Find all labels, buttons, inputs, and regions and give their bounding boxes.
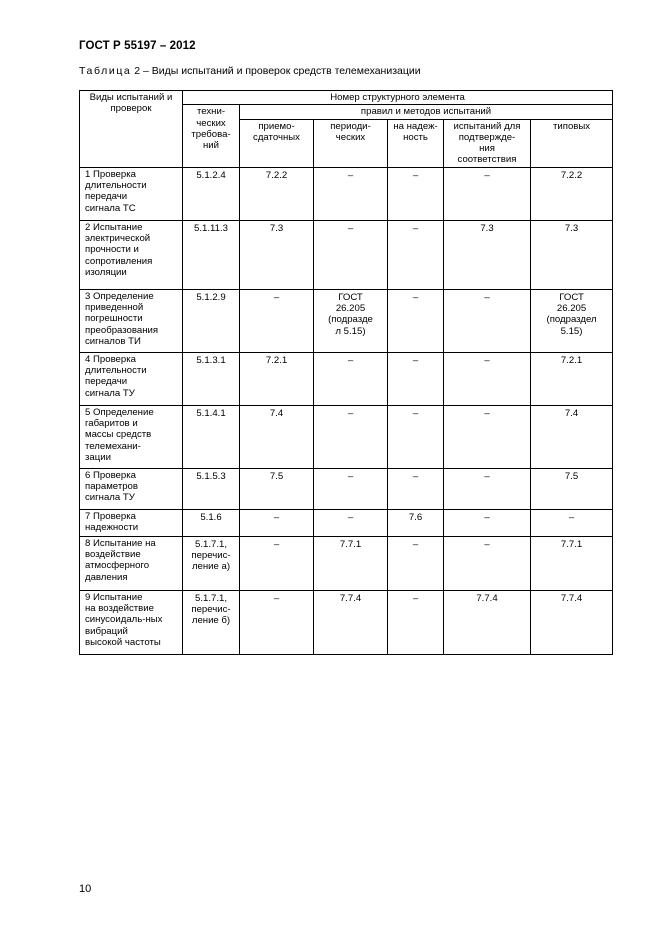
conformity-cell: –	[444, 509, 531, 536]
type-test-cell: 7.7.1	[531, 536, 613, 590]
periodic-cell: ГОСТ 26.205 (подразде л 5.15)	[314, 289, 388, 352]
periodic-cell: –	[314, 509, 388, 536]
type-test-cell: 7.7.4	[531, 590, 613, 654]
technical-requirement-cell: 5.1.2.9	[183, 289, 240, 352]
test-name-cell: 8 Испытание на воздействие атмосферного давления	[80, 536, 183, 590]
periodic-cell: –	[314, 405, 388, 468]
table-row	[80, 220, 613, 289]
type-test-cell: 7.4	[531, 405, 613, 468]
acceptance-cell: –	[240, 289, 314, 352]
table-row	[80, 590, 613, 654]
header-reliability: на надеж- ность	[388, 119, 444, 167]
header-type-tests: типовых	[531, 119, 613, 167]
conformity-cell: 7.7.4	[444, 590, 531, 654]
type-test-cell: 7.5	[531, 468, 613, 509]
conformity-cell: –	[444, 468, 531, 509]
type-test-cell: ГОСТ 26.205 (подраздел 5.15)	[531, 289, 613, 352]
acceptance-cell: –	[240, 536, 314, 590]
technical-requirement-cell: 5.1.7.1, перечис- ление а)	[183, 536, 240, 590]
table-caption	[79, 65, 421, 77]
conformity-cell: –	[444, 289, 531, 352]
reliability-cell: –	[388, 167, 444, 220]
page-number: 10	[79, 883, 92, 895]
periodic-cell: –	[314, 468, 388, 509]
technical-requirement-cell: 5.1.2.4	[183, 167, 240, 220]
type-test-cell: 7.2.2	[531, 167, 613, 220]
table-caption-text: 2 – Виды испытаний и проверок средств телемеханизации	[131, 65, 421, 77]
header-test-rules-methods: правил и методов испытаний	[240, 105, 613, 119]
type-test-cell: 7.2.1	[531, 352, 613, 405]
test-name-cell: 9 Испытание на воздействие синусоидаль-ных вибраций высокой частоты	[80, 590, 183, 654]
reliability-cell: –	[388, 352, 444, 405]
reliability-cell: –	[388, 468, 444, 509]
type-test-cell: –	[531, 509, 613, 536]
technical-requirement-cell: 5.1.7.1, перечис- ление б)	[183, 590, 240, 654]
acceptance-cell: –	[240, 509, 314, 536]
technical-requirement-cell: 5.1.3.1	[183, 352, 240, 405]
test-name-cell: 5 Определение габаритов и массы средств телемехани- зации	[80, 405, 183, 468]
reliability-cell: –	[388, 590, 444, 654]
reliability-cell: –	[388, 405, 444, 468]
tests-table	[79, 90, 613, 655]
reliability-cell: 7.6	[388, 509, 444, 536]
header-technical-requirements: техни- ческих требова- ний	[183, 105, 240, 167]
technical-requirement-cell: 5.1.6	[183, 509, 240, 536]
technical-requirement-cell: 5.1.5.3	[183, 468, 240, 509]
table-row	[80, 468, 613, 509]
acceptance-cell: 7.5	[240, 468, 314, 509]
periodic-cell: –	[314, 220, 388, 289]
header-acceptance: приемо- сдаточных	[240, 119, 314, 167]
table-row	[80, 405, 613, 468]
test-name-cell: 1 Проверка длительности передачи сигнала ТС	[80, 167, 183, 220]
table-row	[80, 509, 613, 536]
test-name-cell: 6 Проверка параметров сигнала ТУ	[80, 468, 183, 509]
table-row	[80, 352, 613, 405]
technical-requirement-cell: 5.1.4.1	[183, 405, 240, 468]
periodic-cell: –	[314, 167, 388, 220]
reliability-cell: –	[388, 536, 444, 590]
conformity-cell: 7.3	[444, 220, 531, 289]
reliability-cell: –	[388, 220, 444, 289]
type-test-cell: 7.3	[531, 220, 613, 289]
header-periodic: периоди- ческих	[314, 119, 388, 167]
header-test-types: Виды испытаний и проверок	[80, 91, 183, 168]
acceptance-cell: 7.3	[240, 220, 314, 289]
test-name-cell: 7 Проверка надежности	[80, 509, 183, 536]
conformity-cell: –	[444, 352, 531, 405]
conformity-cell: –	[444, 405, 531, 468]
conformity-cell: –	[444, 536, 531, 590]
tests-table-body	[80, 167, 613, 654]
acceptance-cell: 7.2.1	[240, 352, 314, 405]
periodic-cell: –	[314, 352, 388, 405]
table-row	[80, 536, 613, 590]
acceptance-cell: 7.4	[240, 405, 314, 468]
test-name-cell: 2 Испытание электрической прочности и сопротивления изоляции	[80, 220, 183, 289]
test-name-cell: 3 Определение приведенной погрешности преобразования сигналов ТИ	[80, 289, 183, 352]
technical-requirement-cell: 5.1.11.3	[183, 220, 240, 289]
periodic-cell: 7.7.4	[314, 590, 388, 654]
table-row	[80, 167, 613, 220]
document-header: ГОСТ Р 55197 – 2012	[79, 40, 196, 52]
header-conformity: испытаний для подтвержде- ния соответствия	[444, 119, 531, 167]
acceptance-cell: –	[240, 590, 314, 654]
reliability-cell: –	[388, 289, 444, 352]
table-row	[80, 289, 613, 352]
header-structural-element-number: Номер структурного элемента	[183, 91, 613, 105]
acceptance-cell: 7.2.2	[240, 167, 314, 220]
conformity-cell: –	[444, 167, 531, 220]
test-name-cell: 4 Проверка длительности передачи сигнала ТУ	[80, 352, 183, 405]
periodic-cell: 7.7.1	[314, 536, 388, 590]
table-caption-label: Таблица	[79, 65, 132, 77]
